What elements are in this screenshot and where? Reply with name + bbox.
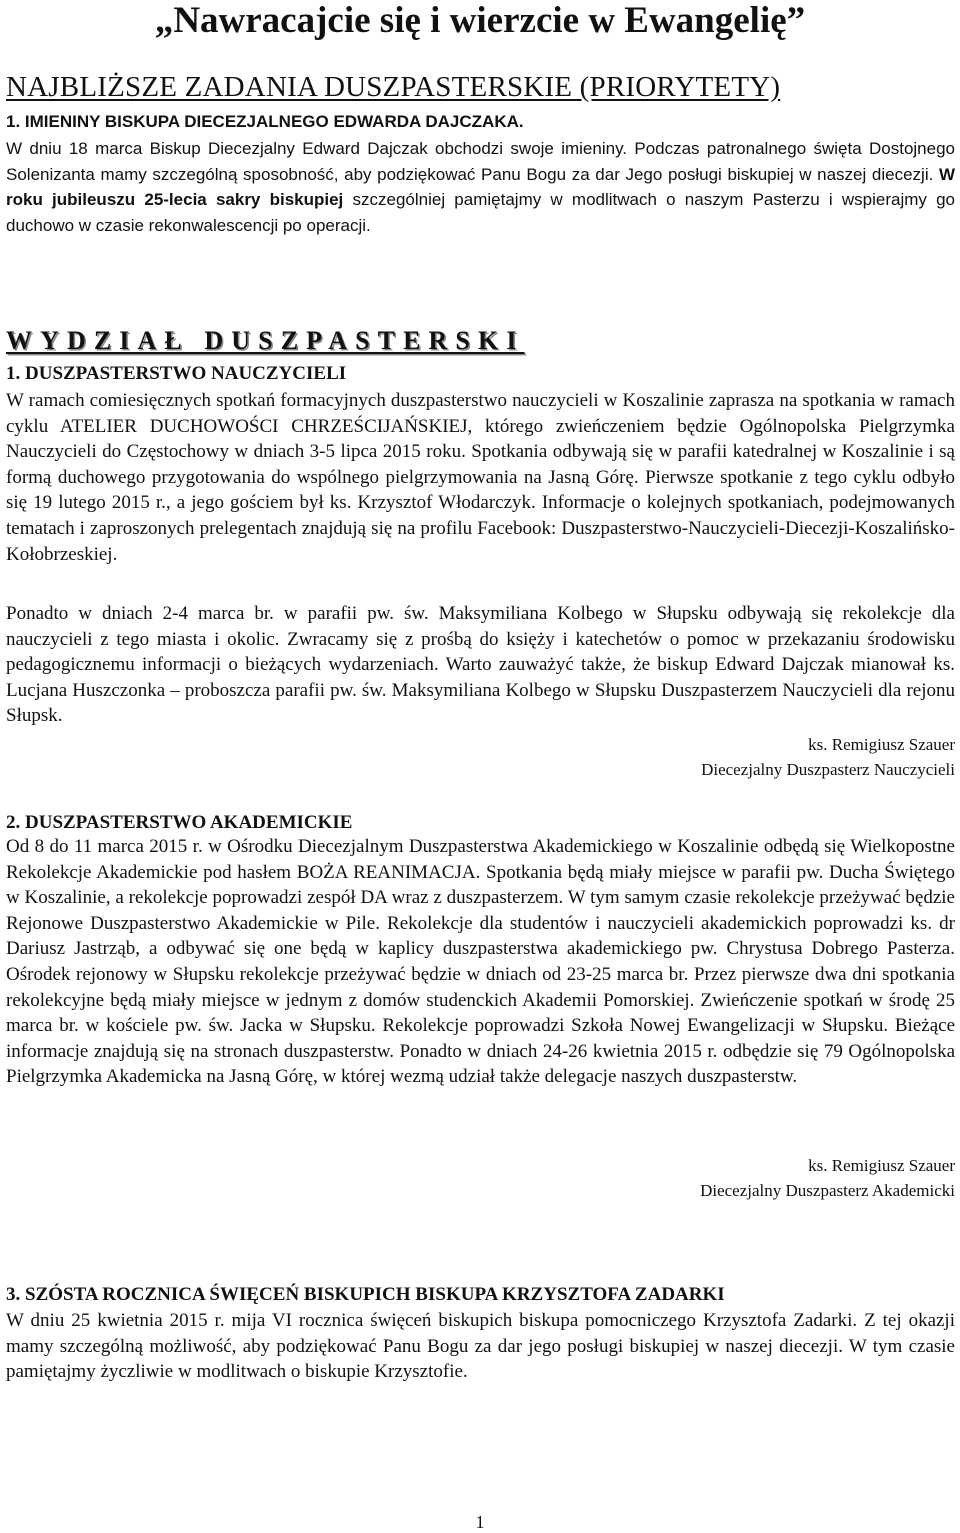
- priority1-body-bold: W roku jubileuszu 25-lecia sakry biskupiej: [6, 164, 955, 210]
- section3-paragraph: W dniu 25 kwietnia 2015 r. mija VI rocznica święceń biskupich biskupa pomocniczego Krzysztofa Zadarki. Z tej okazji mamy szczególną możliwość, aby podziękować Panu Bogu za dar jego posługi biskupiej w naszej diecezji. W tym czasie pamiętajmy życzliwie w modlitwach o biskupie Krzysztofie.: [6, 1310, 955, 1383]
- section2-paragraph: Od 8 do 11 marca 2015 r. w Ośrodku Diecezjalnym Duszpasterstwa Akademickiego w Koszalinie odbędą się Wielkopostne Rekolekcje Akademickie pod hasłem BOŻA REANIMACJA. Spotkania będą miały miejsce w parafii pw. Ducha Świętego w Koszalinie, a rekolekcje poprowadzi zespół DA wraz z duszpasterzem. W tym samym czasie rekolekcje przeżywać będzie Rejonowe Duszpasterstwo Akademickie w Pile. Rekolekcje dla studentów i nauczycieli akademickich poprowadzi ks. dr Dariusz Jastrząb, a odbywać się one będą w kaplicy duszpasterstwa akademickiego pw. Chrystusa Dobrego Pasterza. Ośrodek rejonowy w Słupsku rekolekcje przeżywać będzie w dniach od 23-25 marca br. Przez pierwsze dwa dni spotkania rekolekcyjne będą miały miejsce w jednym z domów studenckich Akademii Pomorskiej. Zwieńczenie spotkań w środę 25 marca br. w kościele pw. św. Jacka w Słupsku. Rekolekcje poprowadzi Szkoła Nowej Ewangelizacji w Słupsku. Bieżące informacje znajdują się na stronach duszpasterstw. Ponadto w dniach 24-26 kwietnia 2015 r. odbędzie się 79 Ogólnopolska Pielgrzymka Akademicka na Jasną Górę, w której wezmą udział także delegacje naszych duszpasterstw.: [6, 836, 955, 1088]
- page-number: 1: [475, 1512, 485, 1532]
- section1-paragraph1: W ramach comiesięcznych spotkań formacyjnych duszpasterstwo nauczycieli w Koszalinie zaprasza na spotkania w ramach cyklu ATELIER DUCHOWOŚCI CHRZEŚCIJAŃSKIEJ, którego zwieńczeniem będzie Ogólnopolska Pielgrzymka Nauczycieli do Częstochowy w dniach 3-5 lipca 2015 roku. Spotkania odbywają się w parafii katedralnej w Koszalinie i są formą duchowego przygotowania do wspólnego pielgrzymowania na Jasną Górę. Pierwsze spotkanie z tego cyklu odbyło się 19 lutego 2015 r., a jego gościem był ks. Krzysztof Włodarczyk. Informacje o kolejnych spotkaniach, podejmowanych tematach i zaproszonych prelegentach znajdują się na profilu Facebook: Duszpasterstwo-Nauczycieli-Diecezji-Koszalińsko-Kołobrzeskiej.: [6, 390, 955, 565]
- section1-paragraph2: Ponadto w dniach 2-4 marca br. w parafii pw. św. Maksymiliana Kolbego w Słupsku odbywają się rekolekcje dla nauczycieli z tego miasta i okolic. Zwracamy się z prośbą do księży i katechetów o pomoc w przekazaniu środowisku pedagogicznemu informacji o bieżących wydarzeniach. Warto zauważyć także, że biskup Edward Dajczak mianował ks. Lucjana Huszczonka – proboszcza parafii pw. św. Maksymiliana Kolbego w Słupsku Duszpasterzem Nauczycieli dla rejonu Słupsk.: [6, 603, 955, 727]
- department-heading: WYDZIAŁ DUSZPASTERSKI: [6, 326, 525, 355]
- section2-heading: 2. DUSZPASTERSTWO AKADEMICKIE: [6, 812, 353, 833]
- signature-name: ks. Remigiusz Szauer: [808, 735, 955, 754]
- priority1-body: W dniu 18 marca Biskup Diecezjalny Edward Dajczak obchodzi swoje imieniny. Podczas patronalnego święta Dostojnego Solenizanta mamy szczególną sposobność, aby podziękować Panu Bogu za dar Jego posługi biskupiej w naszej diecezji.: [6, 139, 955, 184]
- section3-heading: 3. SZÓSTA ROCZNICA ŚWIĘCEŃ BISKUPICH BISKUPA KRZYSZTOFA ZADARKI: [6, 1284, 725, 1305]
- section1-heading: 1. DUSZPASTERSTWO NAUCZYCIELI: [6, 363, 347, 384]
- page-title: „Nawracajcie się i wierzcie w Ewangelię”: [154, 0, 806, 41]
- priority1-heading: 1. IMIENINY BISKUPA DIECEZJALNEGO EDWARDA DAJCZAKA.: [6, 112, 524, 131]
- priority1-body-tail: szczególniej pamiętajmy w modlitwach o naszym Pasterzu i wspierajmy go duchowo w czasie rekonwalescencji po operacji.: [6, 190, 955, 235]
- section1-signature: [701, 732, 955, 782]
- section2-signature: [700, 1153, 955, 1203]
- priorities-heading: NAJBLIŻSZE ZADANIA DUSZPASTERSKIE (PRIORYTETY): [6, 71, 781, 103]
- signature-role: Diecezjalny Duszpasterz Akademicki: [700, 1181, 955, 1200]
- signature-name: ks. Remigiusz Szauer: [808, 1156, 955, 1175]
- signature-role: Diecezjalny Duszpasterz Nauczycieli: [701, 760, 955, 779]
- priority1-text: [6, 136, 955, 238]
